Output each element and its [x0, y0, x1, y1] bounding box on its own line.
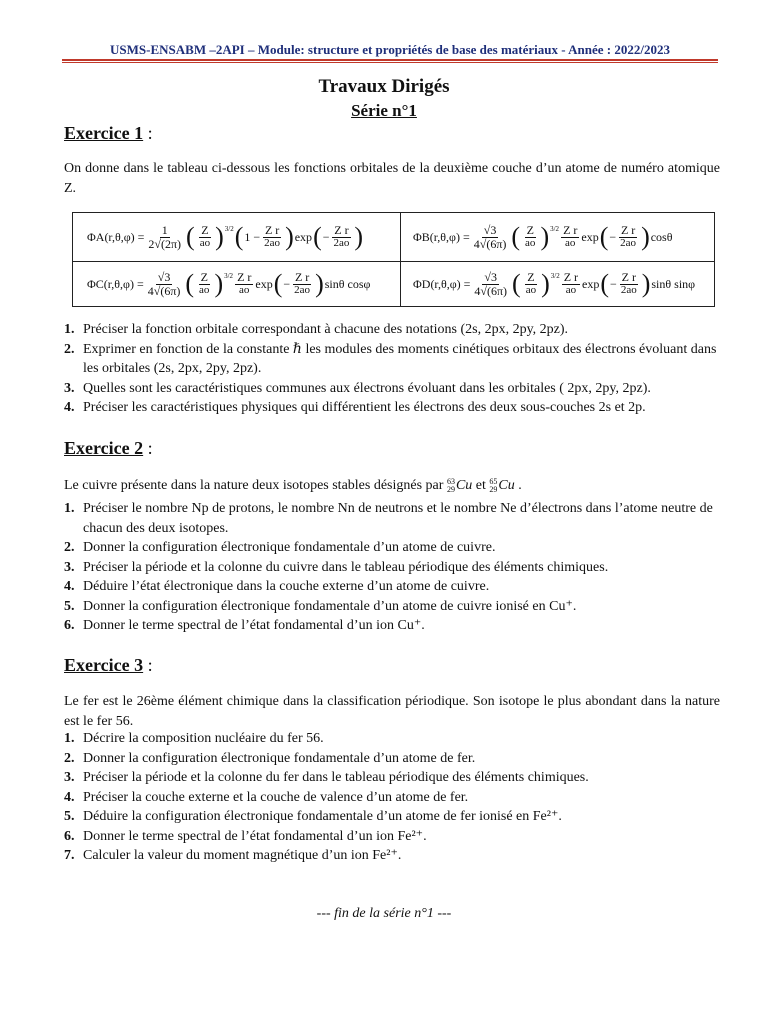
header-rule-thin — [62, 62, 718, 63]
list-item: 2. Donner la configuration électronique fondamentale d’un atome de cuivre. — [64, 540, 496, 555]
exercise-2-title: Exercice 2 : — [64, 438, 153, 458]
page-footer: --- fin de la série n°1 --- — [316, 906, 452, 921]
list-item: 6. Donner le terme spectral de l’état fondamental d’un ion Fe²⁺. — [64, 828, 427, 844]
list-item: 5. Déduire la configuration électronique fondamentale d’un atome de fer ionisé en Fe²⁺. — [64, 809, 562, 824]
header-rule — [62, 59, 718, 61]
list-item: 3. Quelles sont les caractéristiques communes aux électrons évoluant dans les orbitales ( 2px, 2py, 2pz). — [64, 380, 651, 396]
list-item: 1. Décrire la composition nucléaire du fer 56. — [64, 731, 324, 746]
list-item: 2. Exprimer en fonction de la constante ℏ les modules des moments cinétiques orbitaux des électrons évoluant dans les orbitales (2s, 2px, 2py, 2pz). — [64, 341, 717, 376]
list-item: 1. Préciser le nombre Np de protons, le nombre Nn de neutrons et le nombre Ne d’électrons dans l’atome neutre de chacun des deux isotopes. — [64, 501, 713, 536]
list-item: 7. Calculer la valeur du moment magnétique d’un ion Fe²⁺. — [64, 848, 402, 863]
list-item: 4. Déduire l’état électronique dans la couche externe d’un atome de cuivre. — [64, 579, 490, 594]
list-item: 3. Préciser la période et la colonne du fer dans le tableau périodique des éléments chimiques. — [64, 770, 589, 785]
page-header: USMS-ENSABM –2API – Module: structure et propriétés de base des matériaux - Année : 2022/2023 — [110, 42, 670, 57]
list-item: 6. Donner le terme spectral de l’état fondamental d’un ion Cu⁺. — [64, 618, 425, 633]
exercise-3-title: Exercice 3 : — [64, 655, 153, 675]
list-item: 5. Donner la configuration électronique fondamentale d’un atome de cuivre ionisé en Cu⁺. — [64, 598, 577, 614]
exercise-2-intro: Le cuivre présente dans la nature deux isotopes stables désignés par 63 29 Cu et 65 29 Cu . — [64, 476, 522, 494]
exercise-3-intro: Le fer est le 26ème élément chimique dans la classification périodique. Son isotope le plus abondant dans la nature est le fer 56. — [64, 694, 720, 729]
exercise-2-questions — [64, 499, 720, 636]
exercise-1-intro: On donne dans le tableau ci-dessous les fonctions orbitales de la deuxième couche d’un atome de numéro atomique Z. — [64, 161, 720, 196]
exercise-3-questions — [64, 729, 720, 866]
list-item: 2. Donner la configuration électronique fondamentale d’un atome de fer. — [64, 750, 476, 766]
list-item: 4. Préciser la couche externe et la couche de valence d’un atome de fer. — [64, 789, 469, 805]
formula-phi-a: ΦA(r,θ,φ) = $\frac{1}{2√(2\pi)}$ ( $\frac{Z}{ao}$ ) 3/2 ( 1 − $\frac{\text{Z r}}{2ao}$ ) exp ( − $\frac{\text{Z r}}{2ao}$ ) — [87, 222, 364, 251]
list-item: 4. Préciser les caractéristiques physiques qui différentient les électrons des deux sous-couches 2s et 2p. — [64, 400, 646, 415]
formula-phi-b: ΦB(r,θ,φ) = $\frac{√3}{4√(6\pi)}$ ( $\frac{Z}{ao}$ ) 3/2 $\frac{\text{Z r}}{ao}$ exp ( − $\frac{\text{Z r}}{2ao}$ ) cosθ — [413, 222, 673, 251]
list-item: 3. Préciser la période et la colonne du cuivre dans le tableau périodique des éléments chimiques. — [64, 559, 609, 575]
orbital-functions-table — [72, 212, 715, 307]
document-title: Travaux Dirigés — [318, 76, 450, 97]
formula-phi-c: ΦC(r,θ,φ) = $\frac{√3}{4√(6\pi)}$ ( $\frac{Z}{ao}$ ) 3/2 $\frac{\text{Z r}}{ao}$ exp ( − $\frac{\text{Z r}}{2ao}$ ) sinθ cosφ — [87, 269, 371, 298]
series-title: Série n°1 — [351, 101, 417, 120]
exercise-1-title: Exercice 1 : — [64, 123, 153, 143]
exercise-1-questions — [64, 320, 720, 418]
list-item: 1. Préciser la fonction orbitale correspondant à chacune des notations (2s, 2px, 2py, 2pz). — [64, 322, 569, 337]
formula-phi-d: ΦD(r,θ,φ) = $\frac{√3}{4√(6\pi)}$ ( $\frac{Z}{ao}$ ) 3/2 $\frac{\text{Z r}}{ao}$ exp ( − $\frac{\text{Z r}}{2ao}$ ) sinθ sinφ — [413, 269, 696, 298]
